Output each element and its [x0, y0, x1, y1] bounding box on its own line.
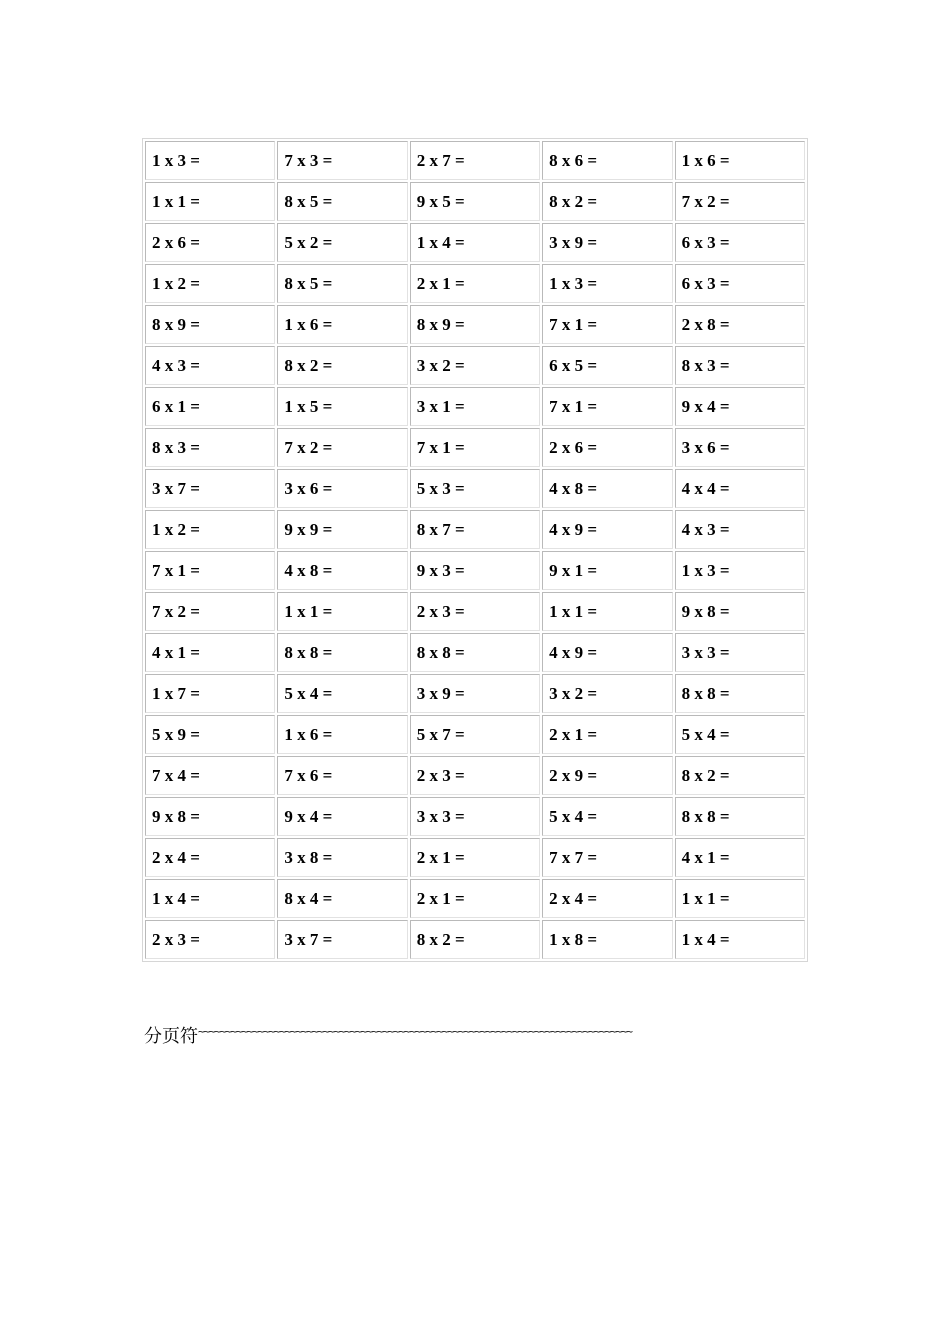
problem-cell: 1 x 6 = [277, 715, 407, 754]
problem-cell: 4 x 4 = [675, 469, 805, 508]
problem-cell: 2 x 4 = [145, 838, 275, 877]
problem-cell: 2 x 1 = [410, 879, 540, 918]
table-row [145, 879, 805, 918]
problem-cell: 3 x 9 = [542, 223, 672, 262]
page-break-label: 分页符 [144, 1026, 198, 1047]
problem-cell: 7 x 1 = [145, 551, 275, 590]
problem-cell: 3 x 2 = [410, 346, 540, 385]
table-row [145, 592, 805, 631]
problem-cell: 8 x 6 = [542, 141, 672, 180]
problem-cell: 9 x 9 = [277, 510, 407, 549]
problem-cell: 8 x 2 = [277, 346, 407, 385]
problem-cell: 7 x 2 = [145, 592, 275, 631]
problem-cell: 7 x 7 = [542, 838, 672, 877]
table-row [145, 223, 805, 262]
page-break-tilde-line: ~~~~~~~~~~~~~~~~~~~~~~~~~~~~~~~~~~~~~~~~~~~~~~~~~~~~~~~~~~~~~~~~~~~~~~~~~~~~~~~~ [198, 1025, 632, 1038]
table-row [145, 264, 805, 303]
problem-cell: 3 x 7 = [277, 920, 407, 959]
problem-cell: 1 x 6 = [277, 305, 407, 344]
problem-cell: 2 x 1 = [410, 264, 540, 303]
problem-cell: 4 x 1 = [145, 633, 275, 672]
problem-cell: 4 x 8 = [277, 551, 407, 590]
table-row [145, 551, 805, 590]
problem-cell: 3 x 7 = [145, 469, 275, 508]
problem-cell: 8 x 5 = [277, 182, 407, 221]
problem-cell: 4 x 9 = [542, 510, 672, 549]
problem-cell: 2 x 3 = [410, 592, 540, 631]
problem-cell: 1 x 1 = [145, 182, 275, 221]
problem-cell: 8 x 8 = [675, 674, 805, 713]
table-row [145, 510, 805, 549]
problem-cell: 6 x 3 = [675, 223, 805, 262]
problem-cell: 3 x 3 = [410, 797, 540, 836]
problem-cell: 8 x 4 = [277, 879, 407, 918]
table-row [145, 428, 805, 467]
table-row [145, 674, 805, 713]
problem-cell: 2 x 1 = [542, 715, 672, 754]
problem-cell: 8 x 3 = [675, 346, 805, 385]
problem-cell: 9 x 4 = [675, 387, 805, 426]
page-break-marker [144, 1022, 632, 1048]
table-row [145, 920, 805, 959]
multiplication-table-body [145, 141, 805, 959]
problem-cell: 1 x 7 = [145, 674, 275, 713]
problem-cell: 7 x 1 = [410, 428, 540, 467]
table-row [145, 633, 805, 672]
table-row [145, 838, 805, 877]
problem-cell: 1 x 2 = [145, 510, 275, 549]
problem-cell: 8 x 5 = [277, 264, 407, 303]
problem-cell: 5 x 4 = [542, 797, 672, 836]
problem-cell: 3 x 9 = [410, 674, 540, 713]
problem-cell: 1 x 4 = [410, 223, 540, 262]
problem-cell: 1 x 3 = [145, 141, 275, 180]
problem-cell: 1 x 1 = [277, 592, 407, 631]
problem-cell: 8 x 2 = [410, 920, 540, 959]
problem-cell: 2 x 9 = [542, 756, 672, 795]
problem-cell: 5 x 4 = [277, 674, 407, 713]
problem-cell: 1 x 4 = [675, 920, 805, 959]
problem-cell: 4 x 3 = [145, 346, 275, 385]
problem-cell: 3 x 8 = [277, 838, 407, 877]
problem-cell: 6 x 5 = [542, 346, 672, 385]
problem-cell: 3 x 6 = [277, 469, 407, 508]
problem-cell: 2 x 8 = [675, 305, 805, 344]
problem-cell: 1 x 5 = [277, 387, 407, 426]
problem-cell: 8 x 8 = [277, 633, 407, 672]
problem-cell: 7 x 2 = [675, 182, 805, 221]
table-row [145, 182, 805, 221]
problem-cell: 5 x 4 = [675, 715, 805, 754]
problem-cell: 5 x 2 = [277, 223, 407, 262]
problem-cell: 3 x 6 = [675, 428, 805, 467]
multiplication-table [142, 138, 808, 962]
problem-cell: 1 x 8 = [542, 920, 672, 959]
problem-cell: 4 x 3 = [675, 510, 805, 549]
worksheet [142, 138, 808, 962]
problem-cell: 9 x 1 = [542, 551, 672, 590]
problem-cell: 6 x 1 = [145, 387, 275, 426]
problem-cell: 8 x 3 = [145, 428, 275, 467]
problem-cell: 7 x 6 = [277, 756, 407, 795]
problem-cell: 7 x 1 = [542, 305, 672, 344]
problem-cell: 9 x 8 = [675, 592, 805, 631]
problem-cell: 3 x 1 = [410, 387, 540, 426]
table-row [145, 797, 805, 836]
problem-cell: 3 x 3 = [675, 633, 805, 672]
problem-cell: 1 x 1 = [675, 879, 805, 918]
table-row [145, 469, 805, 508]
problem-cell: 7 x 3 = [277, 141, 407, 180]
table-row [145, 387, 805, 426]
problem-cell: 8 x 7 = [410, 510, 540, 549]
problem-cell: 3 x 2 = [542, 674, 672, 713]
problem-cell: 8 x 2 = [675, 756, 805, 795]
problem-cell: 2 x 6 = [542, 428, 672, 467]
problem-cell: 8 x 9 = [145, 305, 275, 344]
problem-cell: 1 x 3 = [675, 551, 805, 590]
problem-cell: 2 x 3 = [410, 756, 540, 795]
problem-cell: 7 x 1 = [542, 387, 672, 426]
problem-cell: 2 x 3 = [145, 920, 275, 959]
problem-cell: 5 x 7 = [410, 715, 540, 754]
problem-cell: 6 x 3 = [675, 264, 805, 303]
problem-cell: 4 x 8 = [542, 469, 672, 508]
problem-cell: 8 x 8 = [675, 797, 805, 836]
table-row [145, 305, 805, 344]
problem-cell: 4 x 1 = [675, 838, 805, 877]
table-row [145, 715, 805, 754]
problem-cell: 7 x 2 = [277, 428, 407, 467]
problem-cell: 9 x 5 = [410, 182, 540, 221]
problem-cell: 5 x 9 = [145, 715, 275, 754]
problem-cell: 5 x 3 = [410, 469, 540, 508]
table-row [145, 756, 805, 795]
problem-cell: 8 x 8 = [410, 633, 540, 672]
problem-cell: 9 x 8 = [145, 797, 275, 836]
table-row [145, 141, 805, 180]
problem-cell: 1 x 6 = [675, 141, 805, 180]
problem-cell: 2 x 7 = [410, 141, 540, 180]
problem-cell: 1 x 1 = [542, 592, 672, 631]
problem-cell: 1 x 3 = [542, 264, 672, 303]
problem-cell: 1 x 2 = [145, 264, 275, 303]
problem-cell: 2 x 1 = [410, 838, 540, 877]
problem-cell: 1 x 4 = [145, 879, 275, 918]
problem-cell: 9 x 3 = [410, 551, 540, 590]
problem-cell: 8 x 2 = [542, 182, 672, 221]
problem-cell: 2 x 4 = [542, 879, 672, 918]
problem-cell: 7 x 4 = [145, 756, 275, 795]
problem-cell: 2 x 6 = [145, 223, 275, 262]
table-row [145, 346, 805, 385]
problem-cell: 4 x 9 = [542, 633, 672, 672]
problem-cell: 8 x 9 = [410, 305, 540, 344]
problem-cell: 9 x 4 = [277, 797, 407, 836]
